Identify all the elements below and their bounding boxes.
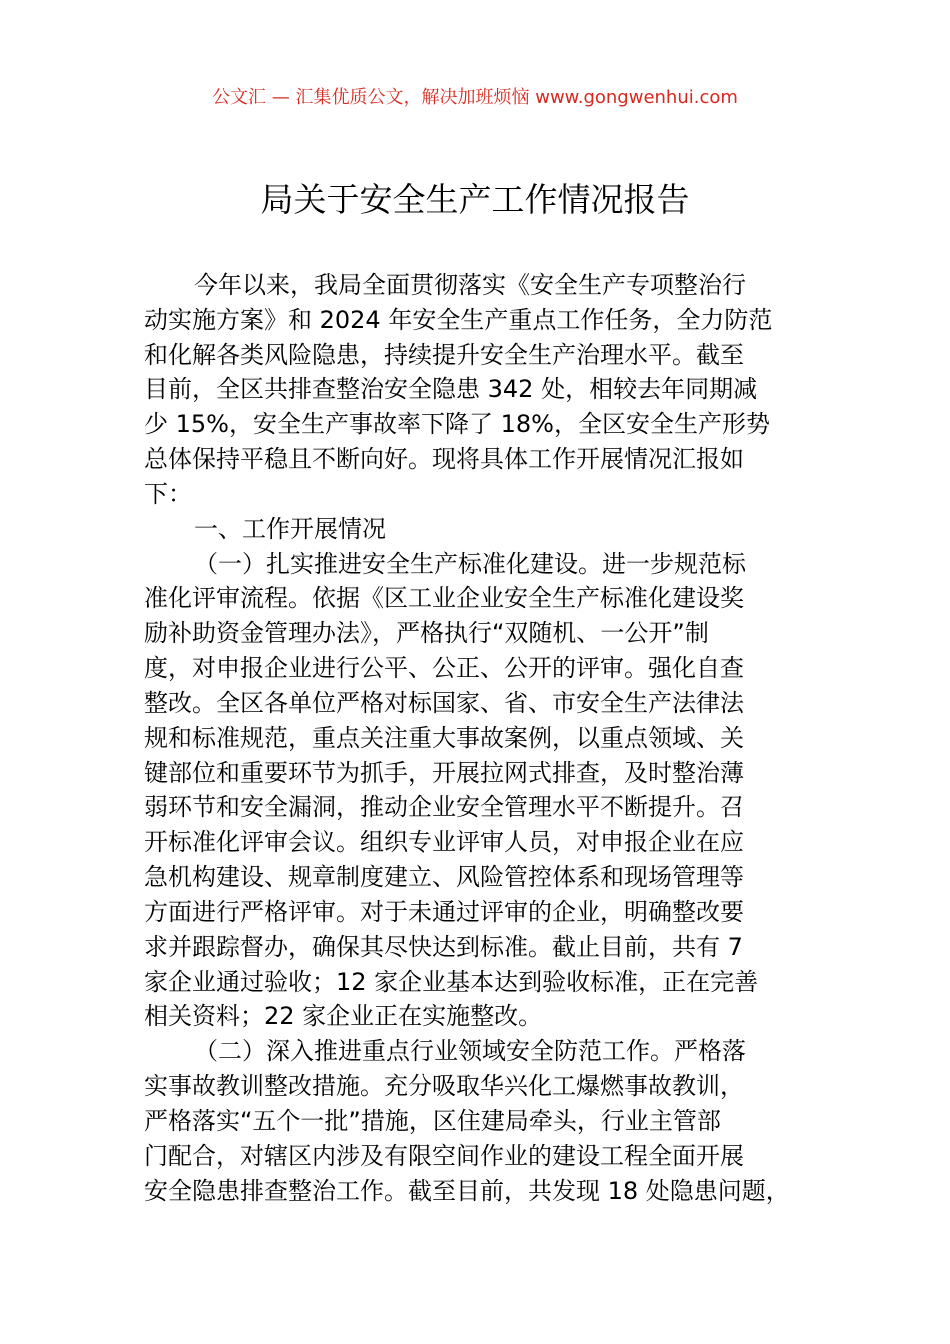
paragraph-line: 严格落实“五个一批”措施，区住建局牵头，行业主管部	[144, 1106, 721, 1135]
section-heading: 一、工作开展情况	[194, 514, 386, 543]
paragraph-line: 方面进行严格评审。对于未通过评审的企业，明确整改要	[144, 897, 744, 926]
paragraph-line: 和化解各类风险隐患，持续提升安全生产治理水平。截至	[144, 340, 744, 369]
paragraph-line: 度，对申报企业进行公平、公正、公开的评审。强化自查	[144, 654, 744, 683]
paragraph-line: 少 15%，安全生产事故率下降了 18%，全区安全生产形势	[144, 410, 770, 439]
paragraph-line: 今年以来，我局全面贯彻落实《安全生产专项整治行	[194, 271, 746, 299]
paragraph-line: 动实施方案》和 2024 年安全生产重点工作任务，全力防范	[144, 305, 773, 334]
paragraph-line: 目前，全区共排查整治安全隐患 342 处，相较去年同期减	[144, 375, 758, 404]
paragraph-line: 规和标准规范，重点关注重大事故案例，以重点领域、关	[144, 723, 744, 752]
paragraph-line: （二）深入推进重点行业领域安全防范工作。严格落	[194, 1037, 746, 1066]
paragraph-line: 键部位和重要环节为抓手，开展拉网式排查，及时整治薄	[144, 758, 744, 787]
page-title: 局关于安全生产工作情况报告	[260, 180, 690, 219]
paragraph-line: 总体保持平稳且不断向好。现将具体工作开展情况汇报如	[144, 445, 744, 474]
paragraph-line: 求并跟踪督办，确保其尽快达到标准。截止目前，共有 7	[144, 932, 743, 961]
paragraph-line: 弱环节和安全漏洞，推动企业安全管理水平不断提升。召	[144, 793, 744, 822]
paragraph-line: 实事故教训整改措施。充分吸取华兴化工爆燃事故教训，	[144, 1072, 744, 1101]
paragraph-line: （一）扎实推进安全生产标准化建设。进一步规范标	[194, 549, 746, 578]
paragraph-line: 急机构建设、规章制度建立、风险管控体系和现场管理等	[144, 863, 744, 892]
header-banner: 公文汇 — 汇集优质公文，解决加班烦恼 www.gongwenhui.com	[212, 87, 738, 108]
paragraph-line: 门配合，对辖区内涉及有限空间作业的建设工程全面开展	[144, 1141, 744, 1170]
paragraph-line: 相关资料；22 家企业正在实施整改。	[144, 1002, 543, 1031]
paragraph-line: 准化评审流程。依据《区工业企业安全生产标准化建设奖	[144, 584, 744, 613]
paragraph-line: 励补助资金管理办法》，严格执行“双随机、一公开”制	[144, 619, 709, 648]
paragraph-line: 开标准化评审会议。组织专业评审人员，对申报企业在应	[144, 828, 744, 857]
document-body	[144, 268, 828, 1208]
paragraph-line: 家企业通过验收；12 家企业基本达到验收标准，正在完善	[144, 967, 759, 996]
paragraph-line: 下：	[144, 479, 192, 508]
paragraph-line: 安全隐患排查整治工作。截至目前，共发现 18 处隐患问题，	[144, 1176, 790, 1205]
paragraph-line: 整改。全区各单位严格对标国家、省、市安全生产法律法	[144, 688, 744, 717]
